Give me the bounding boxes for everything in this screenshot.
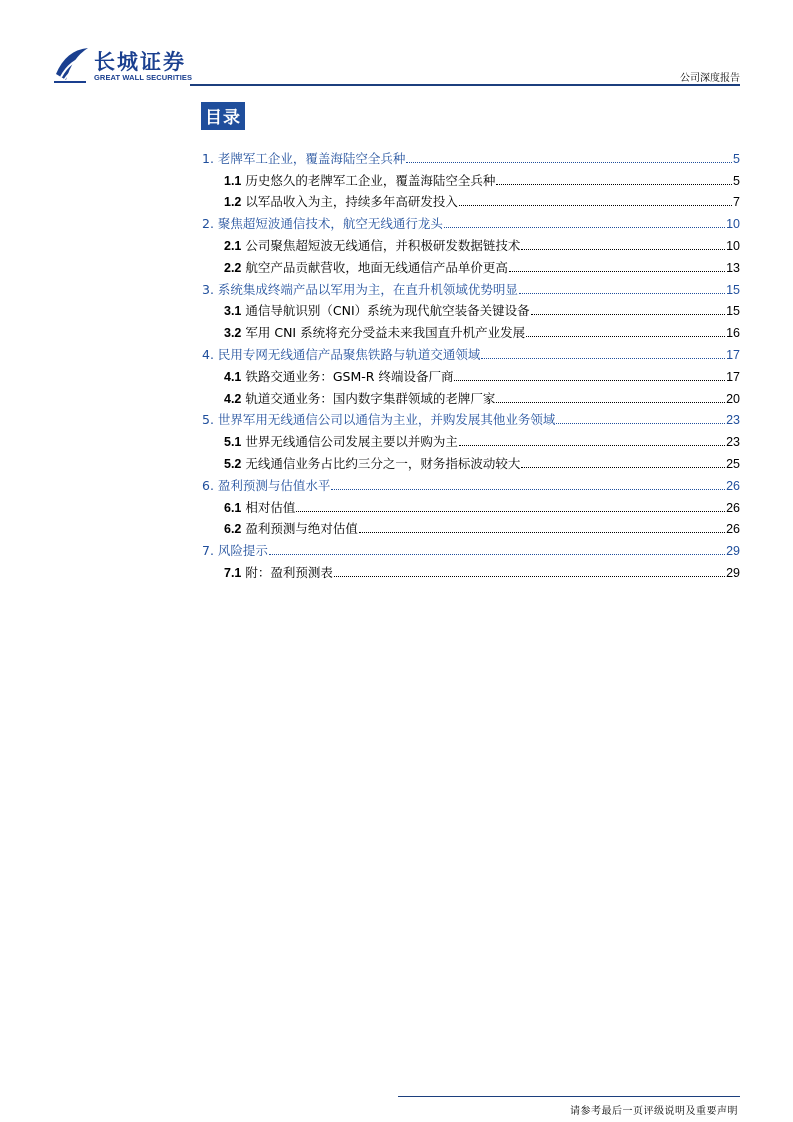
toc-entry-number: 3.	[202, 281, 214, 297]
toc-entry-number: 1.1	[224, 173, 242, 188]
toc-page-number: 5	[733, 151, 740, 166]
toc-page-number: 15	[726, 304, 740, 319]
toc-entry-number: 4.	[202, 346, 214, 362]
toc-entry-number: 3.2	[224, 326, 242, 341]
toc-section-entry[interactable]	[202, 146, 740, 168]
toc-entry-number: 6.2	[224, 522, 242, 537]
toc-page-number: 29	[726, 565, 740, 580]
toc-page-number: 23	[726, 435, 740, 450]
toc-dot-leader	[459, 445, 725, 446]
logo-chinese-name: 长城证券	[94, 50, 186, 74]
logo-english-name: GREAT WALL SECURITIES	[94, 73, 193, 82]
report-type-label: 公司深度报告	[680, 73, 740, 84]
toc-entry-label	[224, 522, 358, 538]
toc-dot-leader	[296, 511, 725, 512]
toc-subsection-entry[interactable]	[202, 495, 740, 517]
toc-entry-title: 无线通信业务占比约三分之一，财务指标波动较大	[245, 455, 521, 471]
toc-dot-leader	[459, 205, 732, 206]
toc-page-number: 26	[726, 500, 740, 515]
toc-page-number: 29	[726, 544, 740, 559]
toc-entry-title: 通信导航识别（CNI）系统为现代航空装备关键设备	[245, 303, 530, 319]
toc-subsection-entry[interactable]	[202, 386, 740, 408]
toc-section-entry[interactable]	[202, 408, 740, 430]
toc-dot-leader	[406, 162, 732, 163]
toc-subsection-entry[interactable]	[202, 517, 740, 539]
table-of-contents	[202, 146, 740, 582]
toc-page-number: 26	[726, 478, 740, 493]
toc-section-entry[interactable]	[202, 211, 740, 233]
toc-entry-label	[224, 435, 458, 451]
toc-dot-leader	[531, 314, 725, 315]
toc-title: 目录	[201, 102, 245, 130]
toc-entry-number: 2.1	[224, 238, 242, 253]
toc-entry-number: 5.	[202, 412, 214, 428]
toc-dot-leader	[526, 336, 725, 337]
toc-page-number: 7	[733, 195, 740, 210]
toc-entry-label	[202, 217, 443, 233]
toc-entry-title: 轨道交通业务：国内数字集群领域的老牌厂家	[245, 390, 496, 406]
toc-dot-leader	[496, 402, 725, 403]
toc-page-number: 13	[726, 260, 740, 275]
toc-entry-number: 6.1	[224, 500, 242, 515]
toc-entry-title: 附：盈利预测表	[245, 564, 333, 580]
toc-section-entry[interactable]	[202, 342, 740, 364]
toc-entry-label	[224, 370, 453, 386]
toc-subsection-entry[interactable]	[202, 320, 740, 342]
toc-entry-number: 6.	[202, 477, 214, 493]
toc-page-number: 15	[726, 282, 740, 297]
toc-page-number: 23	[726, 413, 740, 428]
toc-page-number: 5	[733, 173, 740, 188]
toc-entry-label	[224, 392, 495, 408]
toc-page-number: 25	[726, 456, 740, 471]
toc-entry-label	[202, 348, 480, 364]
toc-subsection-entry[interactable]	[202, 451, 740, 473]
toc-entry-title: 公司聚焦超短波无线通信，并积极研发数据链技术	[245, 237, 521, 253]
toc-entry-number: 4.2	[224, 391, 242, 406]
toc-dot-leader	[331, 489, 725, 490]
toc-entry-label	[202, 413, 555, 429]
toc-entry-number: 7.1	[224, 565, 242, 580]
toc-dot-leader	[334, 576, 725, 577]
toc-entry-label	[224, 261, 508, 277]
toc-entry-title: 历史悠久的老牌军工企业，覆盖海陆空全兵种	[245, 172, 496, 188]
toc-dot-leader	[556, 423, 725, 424]
toc-page-number: 10	[726, 217, 740, 232]
toc-entry-title: 系统集成终端产品以军用为主，在直升机领域优势明显	[217, 281, 518, 297]
toc-page-number: 17	[726, 347, 740, 362]
toc-entry-label	[224, 239, 520, 255]
toc-dot-leader	[481, 358, 725, 359]
toc-entry-title: 盈利预测与绝对估值	[245, 521, 358, 537]
toc-entry-number: 1.	[202, 150, 214, 166]
great-wall-logo-icon	[52, 44, 92, 86]
toc-entry-title: 老牌军工企业，覆盖海陆空全兵种	[217, 150, 406, 166]
toc-entry-label	[224, 304, 530, 320]
toc-entry-title: 军用 CNI 系统将充分受益未来我国直升机产业发展	[245, 325, 526, 341]
toc-entry-title: 聚焦超短波通信技术，航空无线通行龙头	[217, 216, 443, 232]
toc-dot-leader	[496, 184, 732, 185]
toc-subsection-entry[interactable]	[202, 429, 740, 451]
toc-entry-label	[202, 283, 518, 299]
toc-dot-leader	[521, 467, 725, 468]
toc-entry-title: 相对估值	[245, 499, 296, 515]
toc-entry-title: 世界无线通信公司发展主要以并购为主	[245, 434, 458, 450]
toc-entry-number: 1.2	[224, 195, 242, 210]
toc-entry-number: 2.	[202, 216, 214, 232]
toc-section-entry[interactable]	[202, 277, 740, 299]
toc-entry-title: 以军品收入为主，持续多年高研发投入	[245, 194, 458, 210]
toc-dot-leader	[519, 293, 725, 294]
footer-divider	[398, 1096, 740, 1097]
toc-entry-label	[224, 174, 495, 190]
toc-entry-label	[202, 544, 268, 560]
header-divider	[190, 84, 740, 86]
toc-entry-number: 5.2	[224, 456, 242, 471]
toc-entry-label	[224, 501, 295, 517]
toc-subsection-entry[interactable]	[202, 364, 740, 386]
toc-entry-label	[224, 566, 333, 582]
toc-dot-leader	[444, 227, 725, 228]
toc-entry-title: 铁路交通业务：GSM-R 终端设备厂商	[245, 368, 454, 384]
company-logo	[52, 44, 192, 86]
toc-dot-leader	[509, 271, 725, 272]
toc-subsection-entry[interactable]	[202, 299, 740, 321]
toc-page-number: 17	[726, 369, 740, 384]
toc-subsection-entry[interactable]	[202, 190, 740, 212]
toc-entry-title: 盈利预测与估值水平	[217, 477, 331, 493]
toc-subsection-entry[interactable]	[202, 255, 740, 277]
toc-subsection-entry[interactable]	[202, 560, 740, 582]
toc-subsection-entry[interactable]	[202, 233, 740, 255]
toc-entry-title: 风险提示	[217, 543, 268, 559]
toc-page-number: 26	[726, 522, 740, 537]
toc-entry-title: 世界军用无线通信公司以通信为主业，并购发展其他业务领域	[217, 412, 556, 428]
toc-dot-leader	[521, 249, 725, 250]
toc-entry-number: 2.2	[224, 260, 242, 275]
toc-subsection-entry[interactable]	[202, 168, 740, 190]
toc-section-entry[interactable]	[202, 538, 740, 560]
toc-entry-label	[224, 457, 520, 473]
toc-dot-leader	[269, 554, 725, 555]
toc-dot-leader	[359, 532, 725, 533]
toc-entry-label	[202, 479, 330, 495]
toc-page-number: 16	[726, 326, 740, 341]
toc-entry-number: 4.1	[224, 369, 242, 384]
toc-entry-number: 7.	[202, 543, 214, 559]
toc-entry-title: 航空产品贡献营收，地面无线通信产品单价更高	[245, 259, 508, 275]
toc-page-number: 20	[726, 391, 740, 406]
toc-entry-label	[224, 195, 458, 211]
toc-entry-title: 民用专网无线通信产品聚焦铁路与轨道交通领域	[217, 346, 481, 362]
toc-entry-number: 5.1	[224, 435, 242, 450]
toc-entry-number: 3.1	[224, 304, 242, 319]
toc-dot-leader	[454, 380, 725, 381]
footer-disclaimer: 请参考最后一页评级说明及重要声明	[570, 1106, 738, 1117]
toc-section-entry[interactable]	[202, 473, 740, 495]
toc-page-number: 10	[726, 238, 740, 253]
toc-entry-label	[224, 326, 525, 342]
toc-entry-label	[202, 152, 405, 168]
